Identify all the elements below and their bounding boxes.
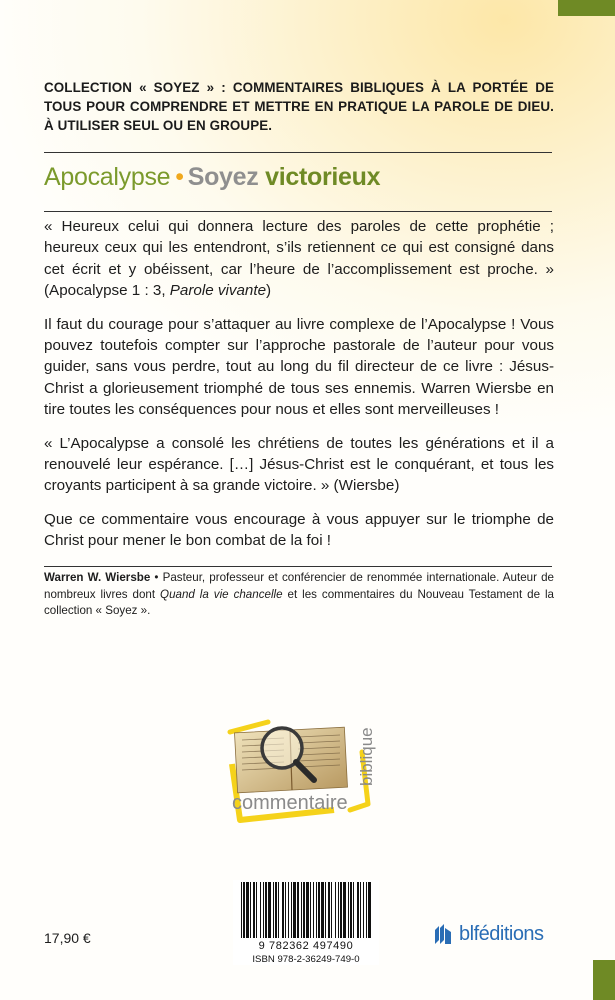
barcode-bar <box>241 882 242 938</box>
barcode-bar <box>368 882 371 938</box>
barcode-bar <box>243 882 245 938</box>
barcode-bar <box>301 882 302 938</box>
barcode-bar <box>357 882 359 938</box>
quote1-source: Parole vivante <box>169 282 267 300</box>
barcode-bar <box>297 882 299 938</box>
barcode-bar <box>268 882 271 938</box>
barcode-bar <box>282 882 284 938</box>
intro-paragraph: Il faut du courage pour s’attaquer au livre complexe de l’Apocalypse ! Vous pouvez toutefois compter sur l’approche pastorale de l’auteur pour vous guider, sans vous perdre, tout au long du fil directeur de ce livre : Jésus-Christ a glorieusement triomphé de tous ses ennemis. Warren Wiersbe en tire toutes les conséquences pour nous et elles sont merveilleuses ! <box>44 315 554 419</box>
mid-divider <box>44 211 552 212</box>
barcode-bar <box>313 882 314 938</box>
barcode-bar <box>353 882 354 938</box>
quote-revelation <box>44 216 554 302</box>
isbn-number: ISBN 978-2-36249-749-0 <box>252 954 360 965</box>
barcode-bar <box>285 882 286 938</box>
barcode-bar <box>321 882 324 938</box>
top-divider <box>44 152 552 153</box>
barcode-bar <box>306 882 309 938</box>
bio-text-after: et les commentaires du Nouveau Testament de la collection « Soyez ». <box>44 587 554 618</box>
barcode-bar <box>338 882 339 938</box>
barcode-bar <box>340 882 342 938</box>
quote1-end: ) <box>266 282 272 300</box>
blurb <box>44 216 554 564</box>
barcode-bar <box>310 882 311 938</box>
barcode-bar <box>293 882 296 938</box>
barcode-bar <box>350 882 352 938</box>
bio-divider <box>44 566 552 567</box>
barcode-bar <box>331 882 332 938</box>
barcode-bar <box>335 882 336 938</box>
magnifying-glass-over-bible-icon <box>222 712 387 830</box>
barcode-bar <box>265 882 267 938</box>
quote1-text: « Heureux celui qui donnera lecture des paroles de cette prophétie ; heureux ceux qui les entendront, s’ils retiennent ce qui est consigné dans cet écrit et y obéissent, car l’heure de l’accomplissement est proche. » (Apocalypse 1 : 3, <box>44 218 554 300</box>
barcode-bar <box>288 882 289 938</box>
barcode-bar <box>343 882 346 938</box>
bio-text-before: • Pasteur, professeur et conférencier de renommée internationale. Auteur de nombreux livres dont <box>44 571 554 601</box>
logo-word-main: commentaire <box>232 792 348 814</box>
subtitle-part2: victorieux <box>265 163 381 191</box>
subtitle-part1: Soyez <box>187 163 259 191</box>
bottom-right-color-strip <box>593 960 615 1000</box>
barcode-bar <box>325 882 326 938</box>
top-right-color-tab <box>558 0 615 16</box>
book-name: Apocalypse <box>44 163 171 191</box>
author-name: Warren W. Wiersbe <box>44 571 151 584</box>
series-title <box>44 160 380 200</box>
book-pages-icon <box>433 922 455 946</box>
barcode-bar <box>366 882 367 938</box>
publisher-name: blféditions <box>459 923 544 945</box>
barcode-digits: 9 782362 497490 <box>258 940 354 952</box>
price: 17,90 € <box>44 930 91 946</box>
barcode-bar <box>256 882 257 938</box>
barcode-bar <box>348 882 349 938</box>
barcode-bar <box>260 882 261 938</box>
barcode-bar <box>263 882 264 938</box>
barcode-bar <box>273 882 274 938</box>
barcode-bar <box>250 882 251 938</box>
barcode-bar <box>253 882 255 938</box>
commentaire-biblique-logo <box>222 712 387 830</box>
barcode-bar <box>278 882 279 938</box>
barcode-bars <box>233 880 379 940</box>
barcode-bar <box>291 882 292 938</box>
barcode-bar <box>246 882 249 938</box>
barcode-bar <box>275 882 277 938</box>
barcode-bar <box>363 882 364 938</box>
author-bio <box>44 570 554 620</box>
logo-word-vertical: biblique <box>357 727 376 786</box>
barcode <box>233 880 379 965</box>
barcode-bar <box>303 882 305 938</box>
bio-book-title: Quand la vie chancelle <box>160 587 283 601</box>
closing-paragraph: Que ce commentaire vous encourage à vous appuyer sur le triomphe de Christ pour mener le bon combat de la foi ! <box>44 510 554 550</box>
barcode-bar <box>316 882 317 938</box>
barcode-bar <box>318 882 320 938</box>
barcode-bar <box>328 882 330 938</box>
collection-note: COLLECTION « SOYEZ » : COMMENTAIRES BIBLIQUES À LA PORTÉE DE TOUS POUR COMPRENDRE ET METTRE EN PRATIQUE LA PAROLE DE DIEU. À UTILISER SEUL OU EN GROUPE. <box>44 80 554 133</box>
quote-wiersbe: « L’Apocalypse a consolé les chrétiens de toutes les générations et il a renouvelé leur espérance. […] Jésus-Christ est le conquérant, et tous les croyants participent à sa grande victoire. » (Wiersbe) <box>44 434 554 495</box>
title-bullet: • <box>175 163 184 191</box>
barcode-bar <box>360 882 361 938</box>
